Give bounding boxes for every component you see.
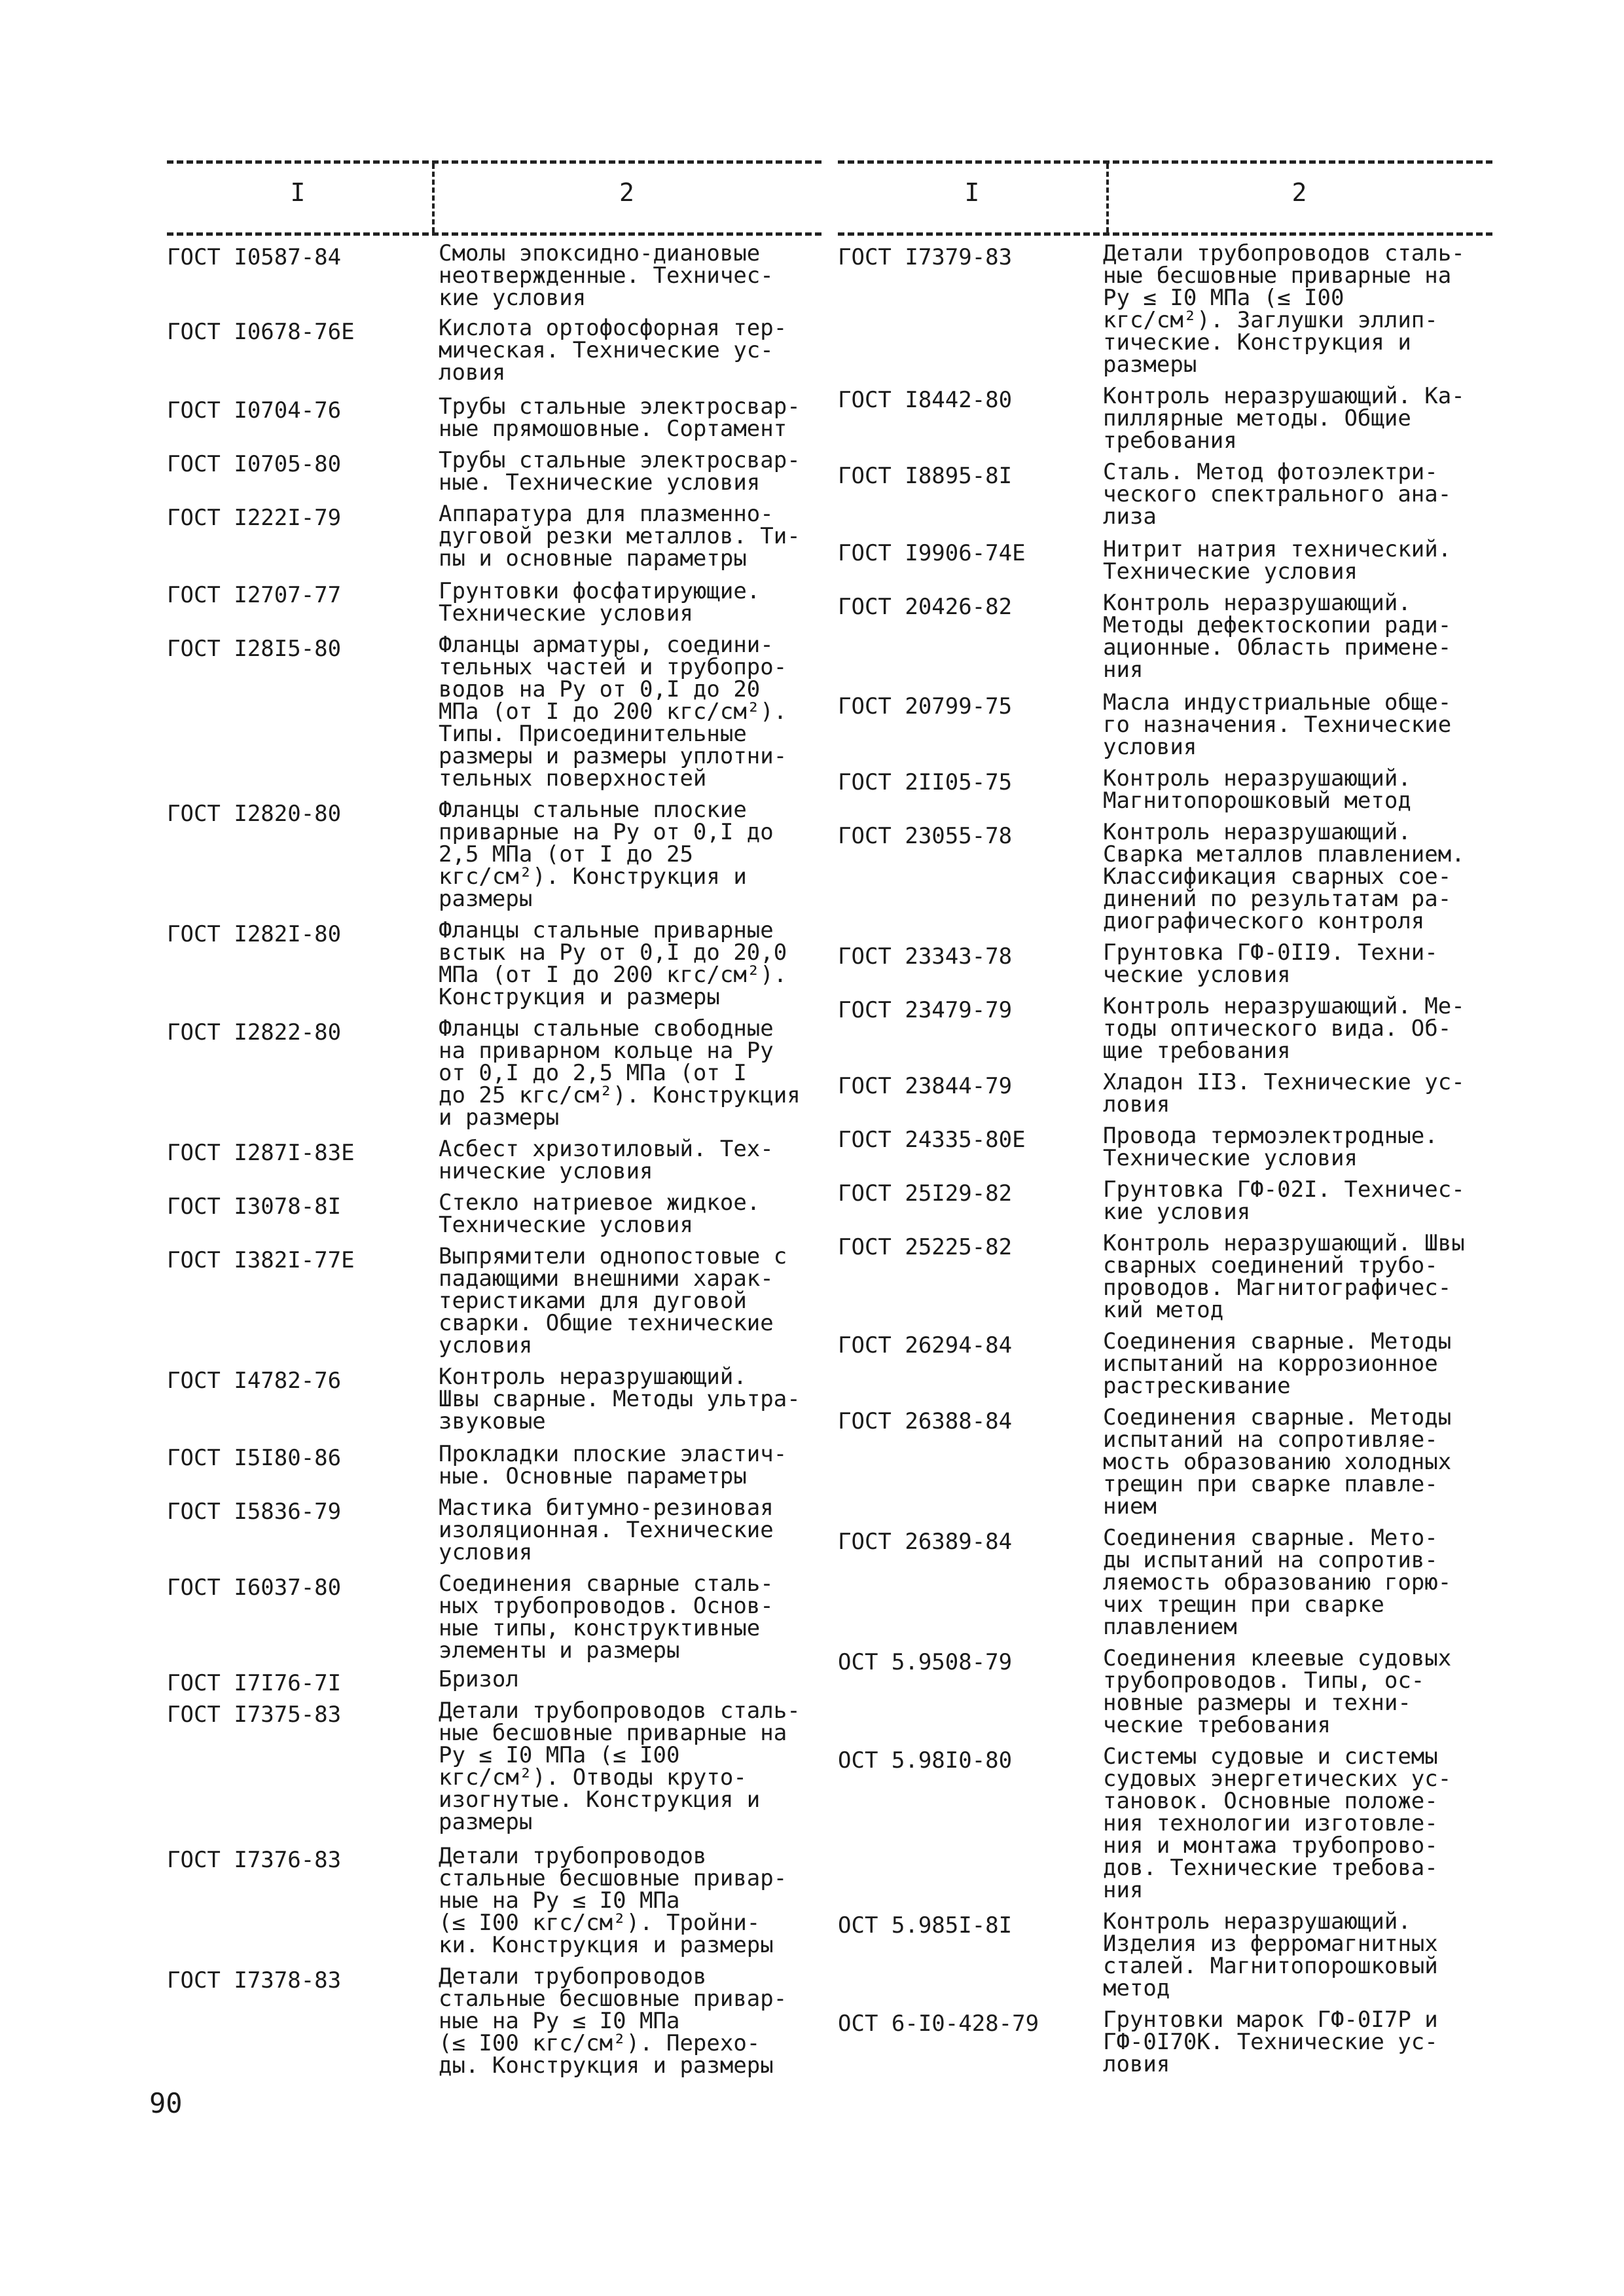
standard-row: [167, 1138, 821, 1182]
standard-code: ГОСТ I287I-83Е: [167, 1140, 355, 1166]
standard-title: Контроль неразрушающий. Изделия из ферромагнитных сталей. Магнитопорошковый метод: [1103, 1908, 1438, 2001]
standard-row: [838, 821, 1492, 932]
standard-title: Детали трубопроводов стальные бесшовные привар- ные на Pу ≤ I0 МПа (≤ I00 кгс/см²). Перехо- ды. Конструкция и размеры: [439, 1963, 787, 2079]
standard-row: [167, 1017, 821, 1129]
standard-title: Контроль неразрушающий. Швы сварных соединений трубо- проводов. Магнитографичес- кий метод: [1103, 1230, 1465, 1323]
standard-row: [838, 691, 1492, 758]
standard-code: ГОСТ 23844-79: [838, 1073, 1013, 1099]
left-rows: [167, 236, 821, 2077]
standard-title: Соединения сварные. Методы испытаний на коррозионное растрескивание: [1103, 1328, 1452, 1399]
standard-row: [838, 767, 1492, 812]
standard-title: Контроль неразрушающий. Методы дефектоскопии ради- ационные. Область примене- ния: [1103, 590, 1452, 683]
standard-code: ОСТ 6-I0-428-79: [838, 2011, 1039, 2037]
standard-code: ГОСТ I0705-80: [167, 451, 342, 477]
standard-row: [838, 592, 1492, 681]
standard-title: Контроль неразрушающий. Швы сварные. Методы ультра- звуковые: [439, 1364, 801, 1434]
standard-code: ГОСТ 26389-84: [838, 1529, 1013, 1555]
standard-code: ГОСТ 26388-84: [838, 1408, 1013, 1434]
standard-title: Сталь. Метод фотоэлектри- ческого спектрального ана- лиза: [1103, 459, 1452, 530]
standard-code: ГОСТ I2820-80: [167, 801, 342, 827]
standard-title: Фланцы стальные приварные встык на Pу от 0,I до 20,0 МПа (от I до 200 кгс/см²). Конструкция и размеры: [439, 917, 787, 1010]
header-col1-label: I: [964, 178, 980, 207]
standard-row: [838, 1745, 1492, 1901]
standard-code: ГОСТ I4782-76: [167, 1368, 342, 1394]
standard-code: ОСТ 5.98I0-80: [838, 1747, 1013, 1774]
standard-row: [838, 1178, 1492, 1223]
standard-code: ГОСТ 25225-82: [838, 1234, 1013, 1260]
standard-row: [167, 799, 821, 910]
left-column: [167, 160, 821, 2077]
header-col2-label: 2: [619, 178, 634, 207]
standard-code: ГОСТ I3078-8I: [167, 1194, 342, 1220]
standard-code: ГОСТ I7I76-7I: [167, 1670, 342, 1696]
page-number: 90: [149, 2087, 183, 2119]
standard-code: ГОСТ I7376-83: [167, 1847, 342, 1873]
standard-row: [838, 242, 1492, 376]
standard-title: Нитрит натрия технический. Технические условия: [1103, 536, 1452, 585]
standard-title: Соединения сварные сталь- ных трубопроводов. Основ- ные типы, конструктивные элементы и размеры: [439, 1571, 774, 1664]
standard-title: Смолы эпоксидно-диановые неотвержденные. Техничес- кие условия: [439, 240, 774, 311]
standard-code: ГОСТ 20426-82: [838, 594, 1013, 620]
standard-code: ОСТ 5.985I-8I: [838, 1912, 1013, 1939]
standard-row: [838, 1330, 1492, 1397]
standard-code: ГОСТ I7378-83: [167, 1967, 342, 1994]
standard-title: Асбест хризотиловый. Тех- нические условия: [439, 1136, 774, 1184]
standard-code: ГОСТ I5I80-86: [167, 1445, 342, 1471]
right-column: [838, 160, 1492, 2075]
standard-code: ГОСТ I282I-80: [167, 921, 342, 947]
standard-title: Контроль неразрушающий. Ка- пиллярные методы. Общие требования: [1103, 383, 1465, 454]
header-col2-label: 2: [1291, 178, 1307, 207]
standard-title: Детали трубопроводов сталь- ные бесшовные приварные на Pу ≤ I0 МПа (≤ I00 кгс/см²). Заглушки эллип- тические. Конструкция и размеры: [1103, 240, 1465, 378]
standard-row: [838, 995, 1492, 1062]
standard-row: [838, 1071, 1492, 1116]
standard-code: ГОСТ 26294-84: [838, 1332, 1013, 1358]
standard-row: [167, 1573, 821, 1662]
header-col1-label: I: [290, 178, 306, 207]
standard-title: Трубы стальные электросвар- ные. Технические условия: [439, 447, 801, 496]
standard-code: ГОСТ I0678-76Е: [167, 319, 355, 345]
standard-code: ГОСТ I5836-79: [167, 1499, 342, 1525]
standard-code: ОСТ 5.9508-79: [838, 1649, 1013, 1675]
standard-row: [838, 1647, 1492, 1736]
standard-code: ГОСТ I7375-83: [167, 1702, 342, 1728]
standard-code: ГОСТ I28I5-80: [167, 636, 342, 662]
standard-title: Прокладки плоские эластич- ные. Основные параметры: [439, 1441, 787, 1489]
right-column-header: [838, 160, 1492, 236]
standard-title: Бризол: [439, 1666, 519, 1692]
standard-title: Грунтовка ГФ-02I. Техничес- кие условия: [1103, 1176, 1465, 1225]
standard-title: Фланцы стальные плоские приварные на Pу от 0,I до 2,5 МПа (от I до 25 кгс/см²). Конструкция и размеры: [439, 797, 774, 912]
standard-title: Хладон II3. Технические ус- ловия: [1103, 1069, 1465, 1118]
standard-title: Фланцы стальные свободные на приварном кольце на Pу от 0,I до 2,5 МПа (от I до 25 кгс/см²). Конструкция и размеры: [439, 1015, 801, 1131]
standard-title: Соединения сварные. Методы испытаний на сопротивляе- мость образованию холодных трещин при сварке плавле- нием: [1103, 1404, 1452, 1520]
standard-code: ГОСТ 25I29-82: [838, 1180, 1013, 1207]
standard-row: [838, 941, 1492, 986]
standard-code: ГОСТ 23343-78: [838, 943, 1013, 970]
standard-title: Грунтовки фосфатирующие. Технические условия: [439, 578, 761, 627]
standard-code: ГОСТ I2822-80: [167, 1019, 342, 1046]
standard-row: [167, 1245, 821, 1357]
standard-code: ГОСТ I382I-77Е: [167, 1247, 355, 1273]
standard-title: Соединения сварные. Мето- ды испытаний на сопротив- ляемость образованию горю- чих трещин при сварке плавлением: [1103, 1525, 1452, 1640]
standard-row: [167, 1497, 821, 1563]
standard-row: [838, 538, 1492, 583]
standard-title: Грунтовка ГФ-0II9. Техни- ческие условия: [1103, 939, 1438, 988]
standard-row: [167, 1700, 821, 1833]
standard-code: ГОСТ I7379-83: [838, 244, 1013, 270]
standard-row: [838, 461, 1492, 528]
standard-title: Системы судовые и системы судовых энергетических ус- тановок. Основные положе- ния технологии изготовле- ния и монтажа трубопрово- дов. Технические требова- ния: [1103, 1743, 1452, 1903]
standard-row: [838, 1910, 1492, 1999]
standard-row: [838, 1527, 1492, 1638]
standard-code: ГОСТ 20799-75: [838, 693, 1013, 720]
standard-code: ГОСТ 23479-79: [838, 997, 1013, 1023]
standard-code: ГОСТ I0587-84: [167, 244, 342, 270]
standard-code: ГОСТ I2707-77: [167, 582, 342, 608]
standard-title: Выпрямители однопостовые с падающими внешними харак- теристиками для дуговой сварки. Общие технические условия: [439, 1243, 787, 1358]
standard-title: Грунтовки марок ГФ-0I7Р и ГФ-0I70К. Технические ус- ловия: [1103, 2007, 1438, 2077]
standard-title: Контроль неразрушающий. Сварка металлов плавлением. Классификация сварных сое- динений по результатам ра- диографического контроля: [1103, 819, 1465, 934]
standard-row: [167, 1366, 821, 1432]
standard-title: Мастика битумно-резиновая изоляционная. Технические условия: [439, 1495, 774, 1565]
standard-code: ГОСТ 2II05-75: [838, 769, 1013, 795]
standard-row: [838, 1406, 1492, 1518]
standard-row: [838, 385, 1492, 452]
left-column-header: [167, 160, 821, 236]
standard-row: [167, 1845, 821, 1956]
standard-code: ГОСТ I0704-76: [167, 397, 342, 424]
standard-row: [167, 395, 821, 440]
standard-title: Масла индустриальные обще- го назначения. Технические условия: [1103, 689, 1452, 760]
standard-code: ГОСТ I8442-80: [838, 387, 1013, 413]
standard-title: Аппаратура для плазменно- дуговой резки металлов. Ти- пы и основные параметры: [439, 501, 801, 572]
standard-title: Контроль неразрушающий. Ме- тоды оптического вида. Об- щие требования: [1103, 993, 1465, 1064]
standard-title: Фланцы арматуры, соедини- тельных частей и трубопро- водов на Pу от 0,I до 20 МПа (от I до 200 кгс/см²). Типы. Присоединительные размеры и размеры уплотни- тельных поверхностей: [439, 632, 787, 792]
standard-row: [167, 1443, 821, 1487]
standard-row: [167, 242, 821, 309]
right-rows: [838, 236, 1492, 2075]
standard-row: [167, 919, 821, 1008]
standard-code: ГОСТ 24335-80Е: [838, 1127, 1026, 1153]
standard-code: ГОСТ 23055-78: [838, 823, 1013, 849]
standard-code: ГОСТ I9906-74Е: [838, 540, 1026, 566]
standard-code: ГОСТ I8895-8I: [838, 463, 1013, 489]
standard-row: [167, 1668, 821, 1694]
standard-row: [167, 580, 821, 625]
standard-title: Детали трубопроводов стальные бесшовные привар- ные на Pу ≤ I0 МПа (≤ I00 кгс/см²). Тройни- ки. Конструкция и размеры: [439, 1843, 787, 1958]
standard-title: Трубы стальные электросвар- ные прямошовные. Сортамент: [439, 393, 801, 442]
standard-code: ГОСТ I6037-80: [167, 1575, 342, 1601]
standard-title: Детали трубопроводов сталь- ные бесшовные приварные на Pу ≤ I0 МПа (≤ I00 кгс/см²). Отводы круто- изогнутые. Конструкция и размеры: [439, 1698, 801, 1835]
standard-title: Соединения клеевые судовых трубопроводов. Типы, ос- новные размеры и техни- ческие требования: [1103, 1645, 1452, 1738]
standard-row: [838, 2009, 1492, 2075]
standard-row: [167, 503, 821, 570]
standard-row: [838, 1232, 1492, 1321]
standard-row: [167, 634, 821, 790]
standard-row: [167, 1965, 821, 2077]
standard-row: [167, 317, 821, 384]
standard-row: [838, 1125, 1492, 1169]
standard-title: Стекло натриевое жидкое. Технические условия: [439, 1190, 761, 1238]
standard-code: ГОСТ I222I-79: [167, 505, 342, 531]
standard-row: [167, 1192, 821, 1236]
standard-title: Кислота ортофосфорная тер- мическая. Технические ус- ловия: [439, 315, 787, 386]
standard-title: Контроль неразрушающий. Магнитопорошковый метод: [1103, 765, 1411, 814]
standard-title: Провода термоэлектродные. Технические условия: [1103, 1123, 1438, 1171]
standard-row: [167, 449, 821, 494]
